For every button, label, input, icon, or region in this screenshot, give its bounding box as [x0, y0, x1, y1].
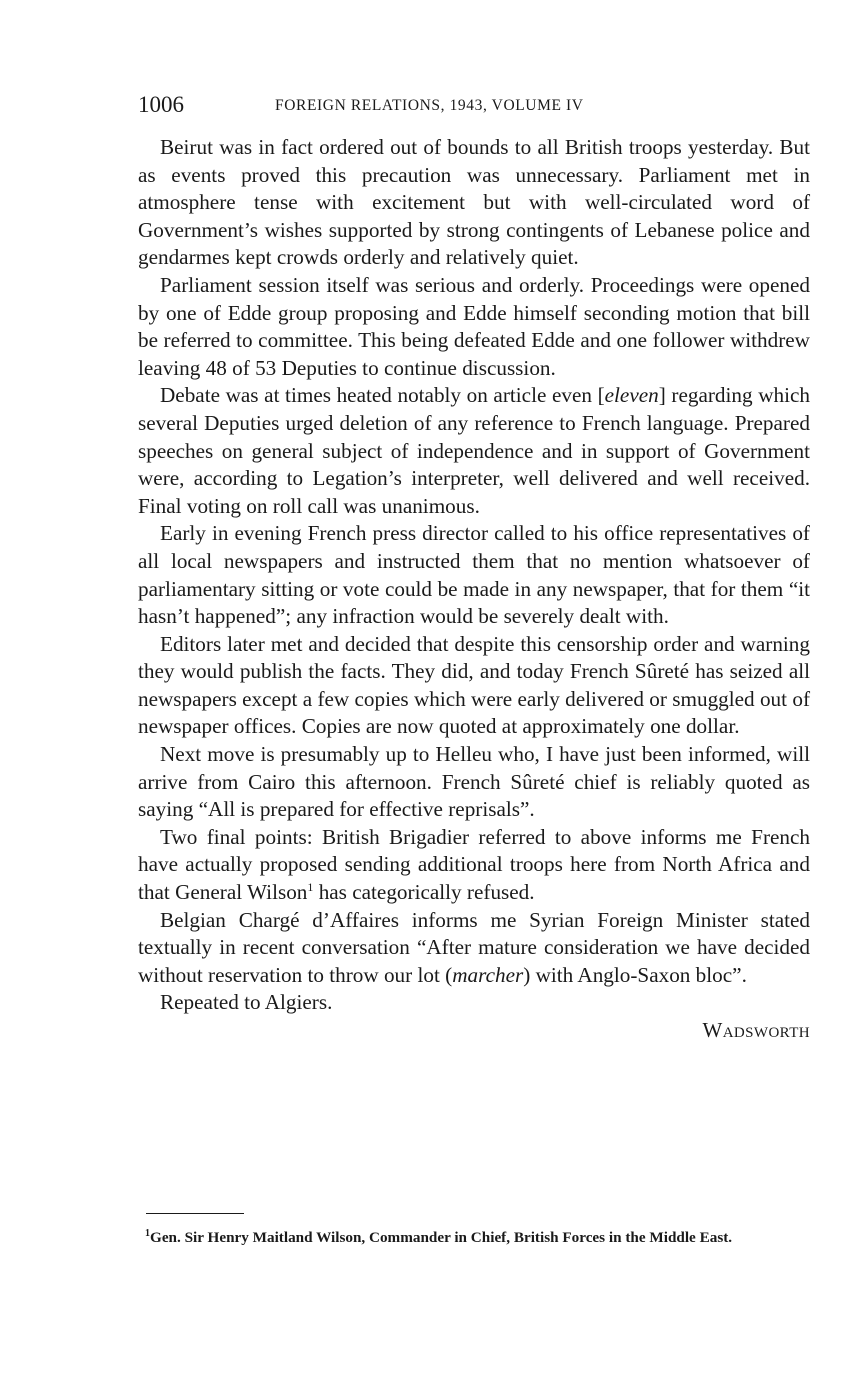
paragraph-helleu: Next move is presumably up to Helleu who, I have just been informed, will arrive from Cairo this afternoon. French Sûreté chief is reliably quoted as saying “All is prepared for effective reprisals”.	[138, 742, 810, 822]
paragraph-editors: Editors later met and decided that despite this censorship order and warning they would publish the facts. They did, and today French Sûreté has seized all newspapers except a few copies which were early delivered or smuggled out of newspaper offices. Copies are now quoted at approximately one dollar.	[138, 631, 810, 739]
signature: Wadsworth	[702, 1018, 810, 1042]
running-head: FOREIGN RELATIONS, 1943, VOLUME IV	[275, 97, 584, 114]
paragraph-belgian-charge-text-end: ) with Anglo-Saxon bloc”.	[523, 962, 747, 987]
paragraph-belgian-charge-text-start: Belgian Chargé d’Affaires informs me Syrian Foreign Minister stated textually in recent conversation “After mature consideration we have decided without reservation to throw our lot (	[138, 907, 810, 987]
paragraph-final-points	[138, 824, 810, 907]
footnote	[138, 1229, 810, 1247]
bracket-close: ]	[658, 383, 666, 408]
foreign-term: marcher	[452, 962, 524, 987]
editorial-insertion: eleven	[604, 383, 659, 408]
footnote-marker: 1	[145, 1227, 150, 1239]
footnote-reference: 1	[307, 879, 314, 894]
page-number: 1006	[138, 92, 184, 117]
paragraph-debate	[138, 382, 810, 520]
page-header	[138, 92, 810, 118]
paragraph-final-points-text-end: has categorically refused.	[313, 880, 535, 905]
paragraph-beirut: Beirut was in fact ordered out of bounds to all British troops yesterday. But as events proved this precaution was unnecessary. Parliament met in atmosphere tense with excitement but with well-circulated word of Government’s wishes supported by strong contingents of Lebanese police and gendarmes kept crowds orderly and relatively quiet.	[138, 135, 810, 270]
paragraph-repeated: Repeated to Algiers.	[160, 990, 333, 1015]
bracket-open: [	[597, 383, 605, 408]
paragraph-belgian-charge	[138, 907, 810, 990]
paragraph-press-director: Early in evening French press director called to his office representatives of all local newspapers and instructed them that no mention whatsoever of parliamentary sitting or vote could be made in any newspaper, that for them “it hasn’t happened”; any infraction would be severely dealt with.	[138, 521, 810, 629]
paragraph-debate-text-start: Debate was at times heated notably on article even	[160, 383, 598, 408]
footnote-divider	[146, 1213, 244, 1214]
telegram-body	[138, 134, 810, 1045]
footnote-text: Gen. Sir Henry Maitland Wilson, Commander in Chief, British Forces in the Middle East.	[150, 1229, 733, 1246]
paragraph-final-points-text-start: Two final points: British Brigadier referred to above informs me French have actually proposed sending additional troops here from North Africa and that General Wilson	[138, 824, 810, 905]
paragraph-parliament-session: Parliament session itself was serious and orderly. Proceedings were opened by one of Edde group proposing and Edde himself seconding motion that bill be referred to committee. This being defeated Edde and one follower withdrew leaving 48 of 53 Deputies to continue discussion.	[138, 272, 810, 380]
paragraph-debate-text-end: regarding which several Deputies urged deletion of any reference to French language. Prepared speeches on general subject of independence and in support of Government were, according to Legation’s interpreter, well delivered and well received. Final voting on roll call was unanimous.	[138, 383, 810, 518]
